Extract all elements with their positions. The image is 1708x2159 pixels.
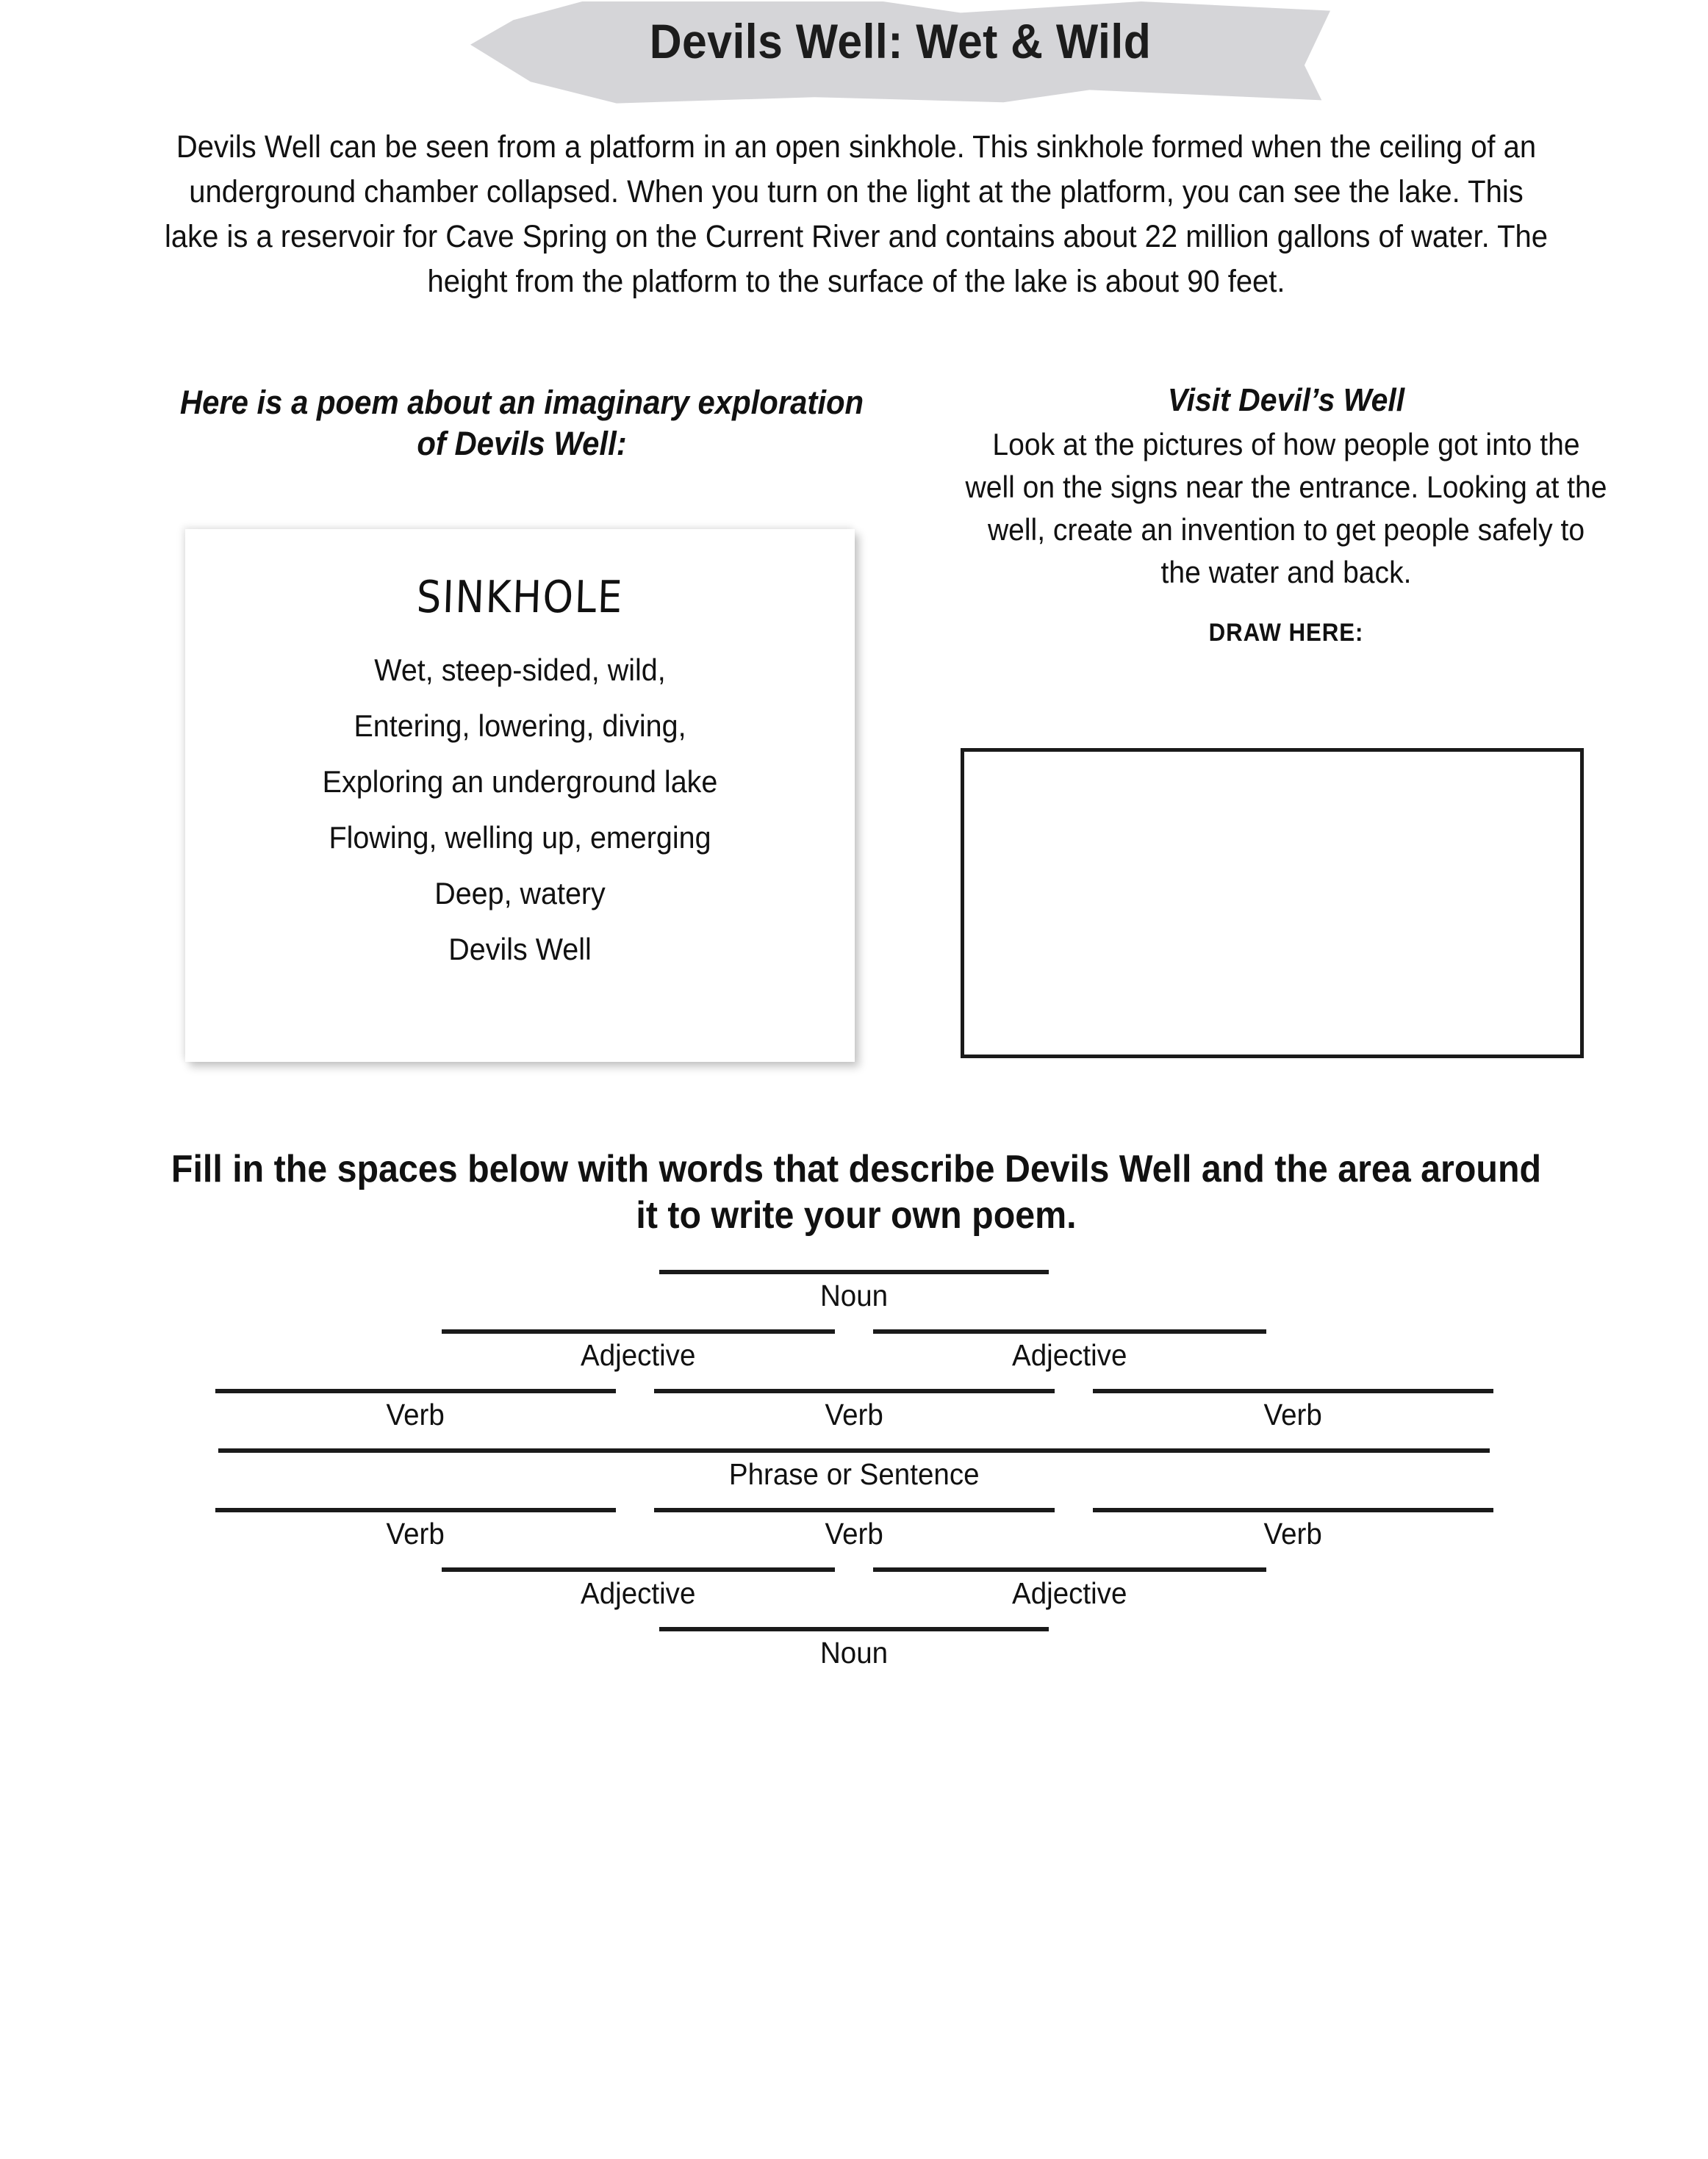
title-banner — [0, 0, 1708, 110]
write-line[interactable] — [215, 1508, 616, 1512]
slot-label: Verb — [1263, 1517, 1322, 1551]
write-line[interactable] — [659, 1627, 1049, 1631]
write-line[interactable] — [654, 1508, 1055, 1512]
poem-line: Devils Well — [448, 932, 592, 966]
visit-heading: Visit Devil’s Well — [1167, 382, 1405, 418]
write-line[interactable] — [873, 1567, 1266, 1572]
fill-in-slot[interactable] — [218, 1448, 1490, 1492]
fill-in-slot[interactable] — [442, 1329, 835, 1373]
slot-label: Phrase or Sentence — [728, 1457, 980, 1491]
slot-label: Noun — [819, 1279, 889, 1312]
intro-paragraph: Devils Well can be seen from a platform in an open sinkhole. This sinkhole formed when the ceiling of an underground chamber collapsed. When you turn on the light at the platform, you can see the lake. This lake is a reservoir for Cave Spring on the Current River and contains about 22 million gallons of water. The height from the platform to the surface of the lake is about 90 feet. — [164, 129, 1549, 300]
fill-in-slot[interactable] — [873, 1329, 1266, 1373]
sample-poem-card — [185, 529, 855, 1062]
write-line[interactable] — [442, 1329, 835, 1334]
slot-label: Adjective — [581, 1338, 696, 1372]
visit-instructions: Look at the pictures of how people got into the well on the signs near the entrance. Looking at the well, create an invention to get people safely to the water and back. — [965, 427, 1607, 589]
write-line[interactable] — [215, 1389, 616, 1393]
page-title: Devils Well: Wet & Wild — [649, 14, 1152, 68]
fill-in-slot[interactable] — [1093, 1508, 1493, 1551]
write-line[interactable] — [659, 1270, 1049, 1274]
poem-line: Flowing, welling up, emerging — [329, 820, 711, 855]
poem-title: SINKHOLE — [415, 572, 625, 623]
form-row — [0, 1329, 1708, 1373]
slot-label: Verb — [825, 1398, 883, 1431]
slot-label: Adjective — [581, 1576, 696, 1610]
slot-label: Adjective — [1012, 1338, 1127, 1372]
write-line[interactable] — [873, 1329, 1266, 1334]
fill-in-slot[interactable] — [654, 1508, 1055, 1551]
poem-line: Wet, steep-sided, wild, — [374, 653, 666, 687]
left-column — [140, 382, 904, 966]
slot-label: Verb — [386, 1398, 445, 1431]
write-line[interactable] — [1093, 1389, 1493, 1393]
write-line[interactable] — [442, 1567, 835, 1572]
slot-label: Verb — [1263, 1398, 1322, 1431]
slot-label: Verb — [825, 1517, 883, 1551]
fill-in-slot[interactable] — [659, 1627, 1049, 1670]
slot-label: Adjective — [1012, 1576, 1127, 1610]
fill-in-instruction: Fill in the spaces below with words that describe Devils Well and the area around it to write your own poem. — [171, 1148, 1542, 1237]
fill-in-slot[interactable] — [654, 1389, 1055, 1432]
form-row — [0, 1627, 1708, 1670]
fill-in-slot[interactable] — [873, 1567, 1266, 1611]
write-line[interactable] — [1093, 1508, 1493, 1512]
fill-in-slot[interactable] — [215, 1508, 616, 1551]
form-row — [0, 1270, 1708, 1313]
fill-in-slot[interactable] — [659, 1270, 1049, 1313]
right-column — [941, 382, 1632, 647]
fill-in-slot[interactable] — [215, 1389, 616, 1432]
drawing-area[interactable] — [961, 748, 1584, 1058]
form-row — [0, 1508, 1708, 1551]
diamante-fill-in-form — [0, 1270, 1708, 1686]
poem-line: Deep, watery — [434, 876, 606, 910]
mid-section — [0, 382, 1708, 1088]
write-line[interactable] — [218, 1448, 1490, 1453]
form-row — [0, 1567, 1708, 1611]
draw-here-label: DRAW HERE: — [1208, 618, 1364, 647]
slot-label: Verb — [386, 1517, 445, 1551]
poem-intro-heading: Here is a poem about an imaginary exploration of Devils Well: — [179, 384, 864, 463]
poem-line: Exploring an underground lake — [322, 764, 718, 799]
fill-in-slot[interactable] — [1093, 1389, 1493, 1432]
fill-in-slot[interactable] — [442, 1567, 835, 1611]
write-line[interactable] — [654, 1389, 1055, 1393]
form-row — [0, 1448, 1708, 1492]
poem-line: Entering, lowering, diving, — [354, 708, 686, 743]
form-row — [0, 1389, 1708, 1432]
slot-label: Noun — [819, 1636, 889, 1670]
